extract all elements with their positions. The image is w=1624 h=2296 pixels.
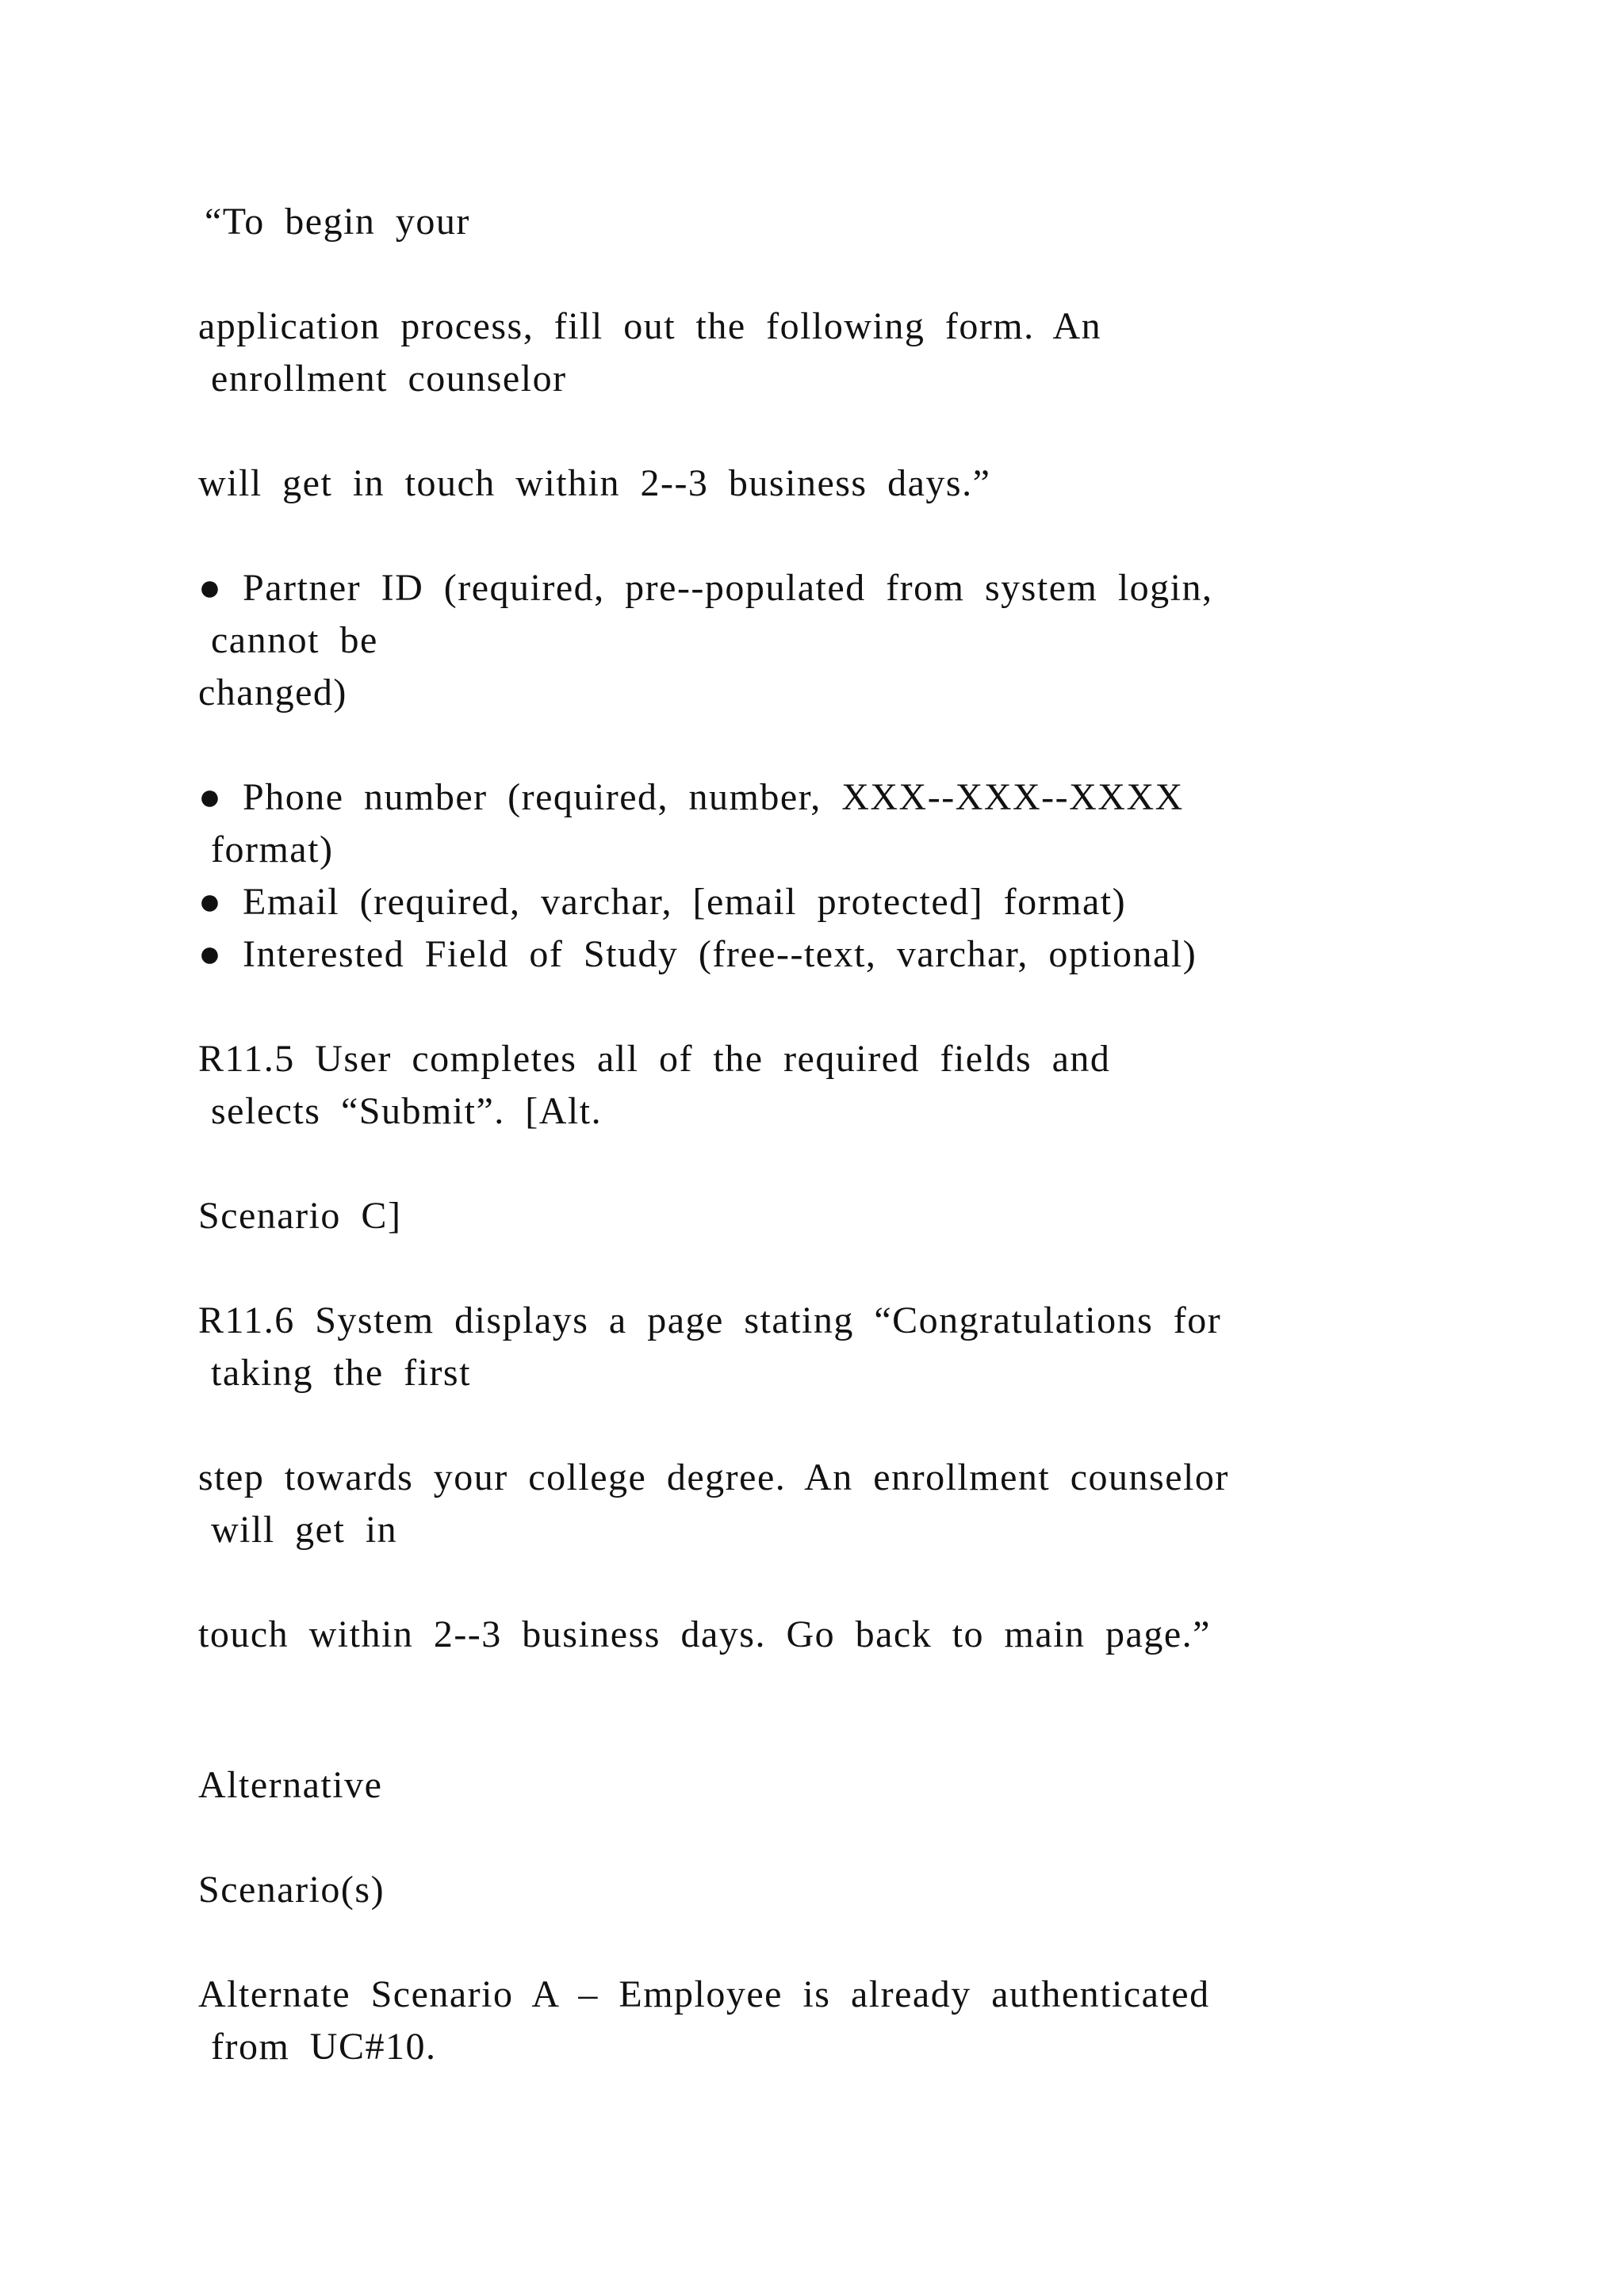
text-line: step towards your college degree. An enrollment counselor <box>198 1456 1229 1498</box>
text-line: selects “Submit”. [Alt. <box>211 1090 603 1132</box>
bullet-item: ● Interested Field of Study (free--text, varchar, optional) <box>198 933 1197 975</box>
text-line: will get in <box>211 1509 398 1551</box>
section-label: Alternative <box>198 1764 383 1806</box>
requirement-line: R11.6 System displays a page stating “Congratulations for <box>198 1299 1222 1341</box>
bullet-item: ● Email (required, varchar, [email protected] format) <box>198 881 1127 923</box>
text-line: touch within 2--3 business days. Go back to main page.” <box>198 1613 1211 1655</box>
text-line: changed) <box>198 672 347 714</box>
text-line: format) <box>211 828 334 871</box>
bullet-item: ● Phone number (required, number, XXX--XXX--XXXX <box>198 776 1184 818</box>
text-line: cannot be <box>211 619 378 661</box>
bullet-item: ● Partner ID (required, pre--populated from system login, <box>198 567 1213 609</box>
text-line: application process, fill out the following form. An <box>198 305 1102 347</box>
text-line: from UC#10. <box>211 2026 437 2068</box>
text-line: will get in touch within 2--3 business days.” <box>198 462 991 504</box>
scenario-line: Alternate Scenario A – Employee is already authenticated <box>198 1973 1210 2015</box>
text-line: enrollment counselor <box>211 358 567 400</box>
requirement-line: R11.5 User completes all of the required fields and <box>198 1038 1111 1080</box>
section-label: Scenario(s) <box>198 1869 385 1911</box>
text-line: “To begin your <box>205 201 470 243</box>
text-line: Scenario C] <box>198 1195 402 1237</box>
text-line: taking the first <box>211 1352 471 1394</box>
